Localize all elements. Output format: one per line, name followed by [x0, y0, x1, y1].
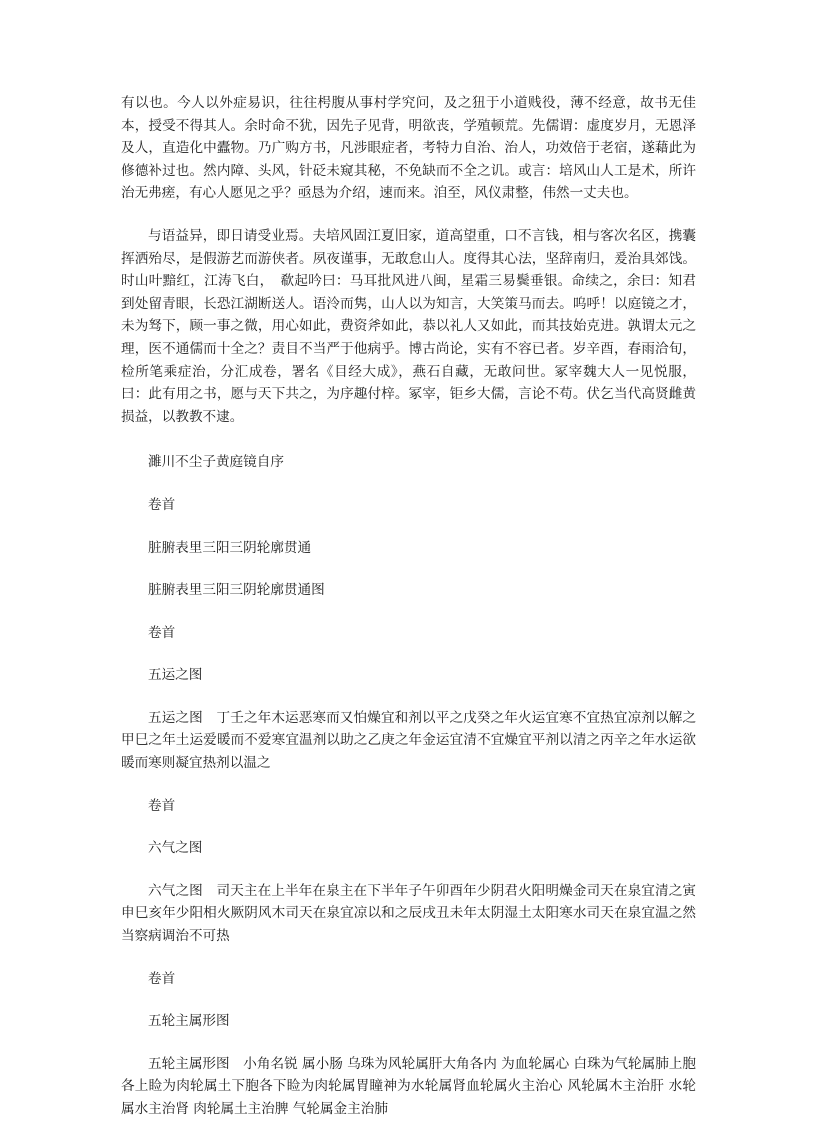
heading-liuqi: 六气之图 [148, 840, 203, 857]
section-label-juanshou-4: 卷首 [148, 970, 176, 987]
section-label-juanshou-1: 卷首 [148, 496, 176, 513]
liuqi-paragraph: 六气之图 司天主在上半年在泉主在下半年子午卯酉年少阴君火阳明燥金司天在泉宜清之寅申巳亥年少阳相火厥阴风木司天在泉宜凉以和之辰戌丑未年太阴湿土太阳寒水司天在泉宜温之然当察病调治不可热 [121, 882, 696, 945]
wulun-paragraph: 五轮主属形图 小角名锐 属小肠 乌珠为风轮属肝大角各内 为血轮属心 白珠为气轮属肺上胞各上睑为肉轮属土下胞各下睑为肉轮属胃瞳神为水轮属肾血轮属火主治心 风轮属木主治肝 水轮属水主治肾 肉轮属土主治脾 气轮属金主治肺 [121, 1055, 696, 1117]
main-paragraph: 与语益异，即日请受业焉。夫培风固江夏旧家，道高望重，口不言钱，相与客次名区，携囊挥洒殆尽，是假游艺而游侠者。夙夜谨事，无敢怠山人。度得其心法，坚辞南归，爰治具郊饯。时山叶黯红，江涛飞白， 欷起吟曰：马耳批风进八闽，星霜三易鬓垂银。命续之，余曰：知君到处留青眼，长恐江湖断送人。语泠而隽，山人以为知言，大笑策马而去。呜呼！以庭镜之才，未为驽下，顾一事之微，用心如此，费资斧如此，恭以礼人又如此，而其技始克进。孰谓太元之理，医不通儒而十全之？责目不当严于他病乎。博古尚论，实有不容已者。岁辛酉，春雨洽旬，检所笔乘症治，分汇成卷，署名《目经大成》，燕石自藏，无敢问世。冢宰魏大人一见悦服，曰：此有用之书，愿与天下共之，为序趣付梓。冢宰，钜乡大儒，言论不苟。伏乞当代高贤雌黄损益，以教教不逮。 [121, 227, 696, 425]
heading-zangfu: 脏腑表里三阳三阴轮廓贯通 [148, 539, 312, 556]
section-label-juanshou-2: 卷首 [148, 624, 176, 641]
heading-wuyun: 五运之图 [148, 667, 203, 684]
wuyun-paragraph: 五运之图 丁壬之年木运恶寒而又怕燥宜和剂以平之戊癸之年火运宜寒不宜热宜凉剂以解之甲巳之年土运爱暖而不爱寒宜温剂以助之乙庚之年金运宜清不宜燥宜平剂以清之丙辛之年水运欲暖而寒则凝宜热剂以温之 [121, 709, 696, 772]
preface-signature: 濉川不尘子黄庭镜自序 [148, 454, 284, 471]
section-label-juanshou-3: 卷首 [148, 797, 176, 814]
heading-zangfu-tu: 脏腑表里三阳三阴轮廓贯通图 [148, 582, 325, 599]
heading-wulun: 五轮主属形图 [148, 1013, 230, 1030]
intro-paragraph: 有以也。今人以外症易识，往往枵腹从事村学究问，及之狃于小道贱役，薄不经意，故书无佳本，授受不得其人。余时命不犹，因先子见背，明欲丧，学殖顿荒。先儒谓：虚度岁月，无恩泽及人，直造化中蠹物。乃广购方书，凡涉眼症者，考特力自治、治人，功效倍于老宿，遂藉此为修德补过也。然内障、头风，针砭未窥其秘，不免缺而不全之讥。或言：培风山人工是术，所许治无弗瘥，有心人愿见之乎？亟恳为介绍，速而来。洎至，风仪肃整，伟然一丈夫也。 [121, 95, 696, 202]
